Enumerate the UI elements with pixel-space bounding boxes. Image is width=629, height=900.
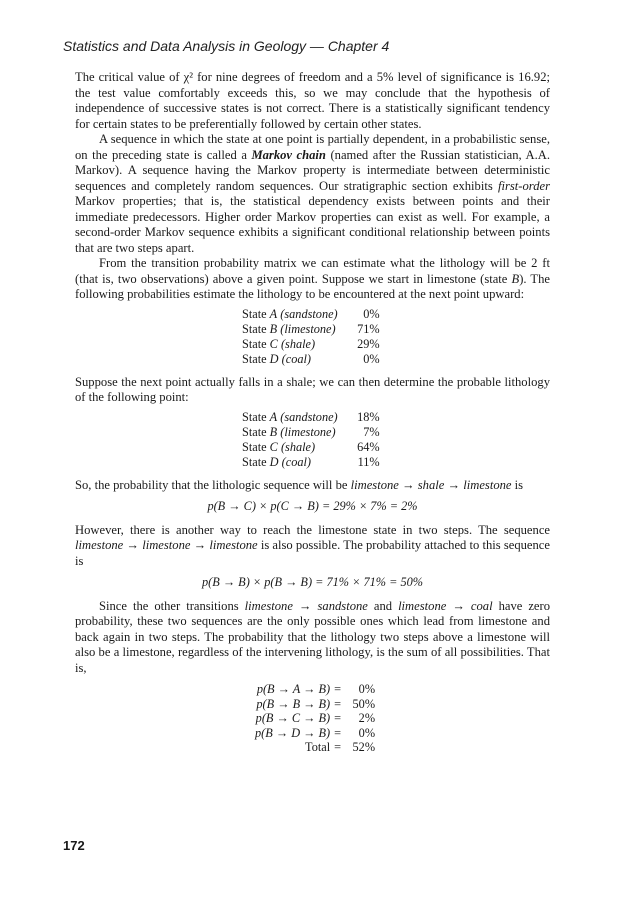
table-row: p(B → D → B) = 0% bbox=[255, 725, 376, 740]
page-number: 172 bbox=[63, 838, 85, 853]
probability-table-limestone bbox=[242, 307, 380, 367]
table-row: State A (sandstone) 0% bbox=[242, 306, 380, 321]
paragraph-markov-chain: A sequence in which the state at one point is partially dependent, in a probabilistic sense, on the preceding state is called a Markov chain (named after the Russian statistician, A.A. Markov). A sequence having the Markov property is intermediate between deterministic sequences and completely random sequences. Our stratigraphic section exhibits first-order Markov properties; that is, the statistical dependency exists between points and their immediate predecessors. Higher order Markov properties can exist as well. For example, a second-order Markov sequence exhibits a significant conditional relationship between points that are two steps apart. bbox=[75, 132, 550, 255]
paragraph-other-transitions: Since the other transitions limestone → sandstone and limestone → coal have zero probability, these two sequences are the only possible ones which lead from limestone and back again in two steps. The probability that the lithology two steps above a limestone will also be a limestone, regardless of the intervening lithology, is the sum of all possibilities. That is, bbox=[75, 598, 551, 675]
table-row: State C (shale) 29% bbox=[242, 336, 380, 351]
table-row: State B (limestone) 71% bbox=[242, 321, 380, 336]
table-row: State C (shale) 64% bbox=[242, 439, 380, 454]
page-body bbox=[75, 70, 550, 755]
table-row: State B (limestone) 7% bbox=[242, 424, 380, 439]
paragraph-transition-matrix: From the transition probability matrix we can estimate what the lithology will be 2 ft (that is, two observations) above a given point. Suppose we start in limestone (state B). The following probabilities estimate the lithology to be encountered at the next point upward: bbox=[75, 256, 550, 301]
running-header: Statistics and Data Analysis in Geology — Chapter 4 bbox=[63, 38, 390, 54]
total-row: Total = 52% bbox=[305, 740, 376, 754]
table-row: State D (coal) 0% bbox=[242, 351, 380, 366]
equation-1: p(B → C) × p(C → B) = 29% × 7% = 2% bbox=[207, 499, 418, 513]
paragraph-chi-square: The critical value of χ² for nine degrees of freedom and a 5% level of significance is 16.92; the test value comfortably exceeds this, so we may conclude that the hypothesis of independence of successive states is not correct. There is a statistically significant tendency for certain states to be preferentially followed by certain other states. bbox=[75, 70, 550, 131]
table-row: State A (sandstone) 18% bbox=[242, 409, 380, 424]
equation-2: p(B → B) × p(B → B) = 71% × 71% = 50% bbox=[201, 575, 424, 589]
table-row: p(B → B → B) = 50% bbox=[256, 696, 376, 711]
paragraph-another-way: However, there is another way to reach the limestone state in two steps. The sequence limestone → limestone → limestone is also possible. The probability attached to this sequence is bbox=[75, 522, 550, 568]
paragraph-sequence: So, the probability that the lithologic sequence will be limestone → shale → limestone is bbox=[75, 477, 524, 492]
probability-table-shale bbox=[242, 410, 380, 470]
paragraph-shale: Suppose the next point actually falls in a shale; we can then determine the probable lithology of the following point: bbox=[75, 374, 550, 404]
table-row: p(B → A → B) = 0% bbox=[256, 682, 376, 696]
table-row: State D (coal) 11% bbox=[242, 454, 380, 469]
table-row: p(B → C → B) = 2% bbox=[255, 711, 376, 725]
sum-table bbox=[255, 682, 375, 755]
